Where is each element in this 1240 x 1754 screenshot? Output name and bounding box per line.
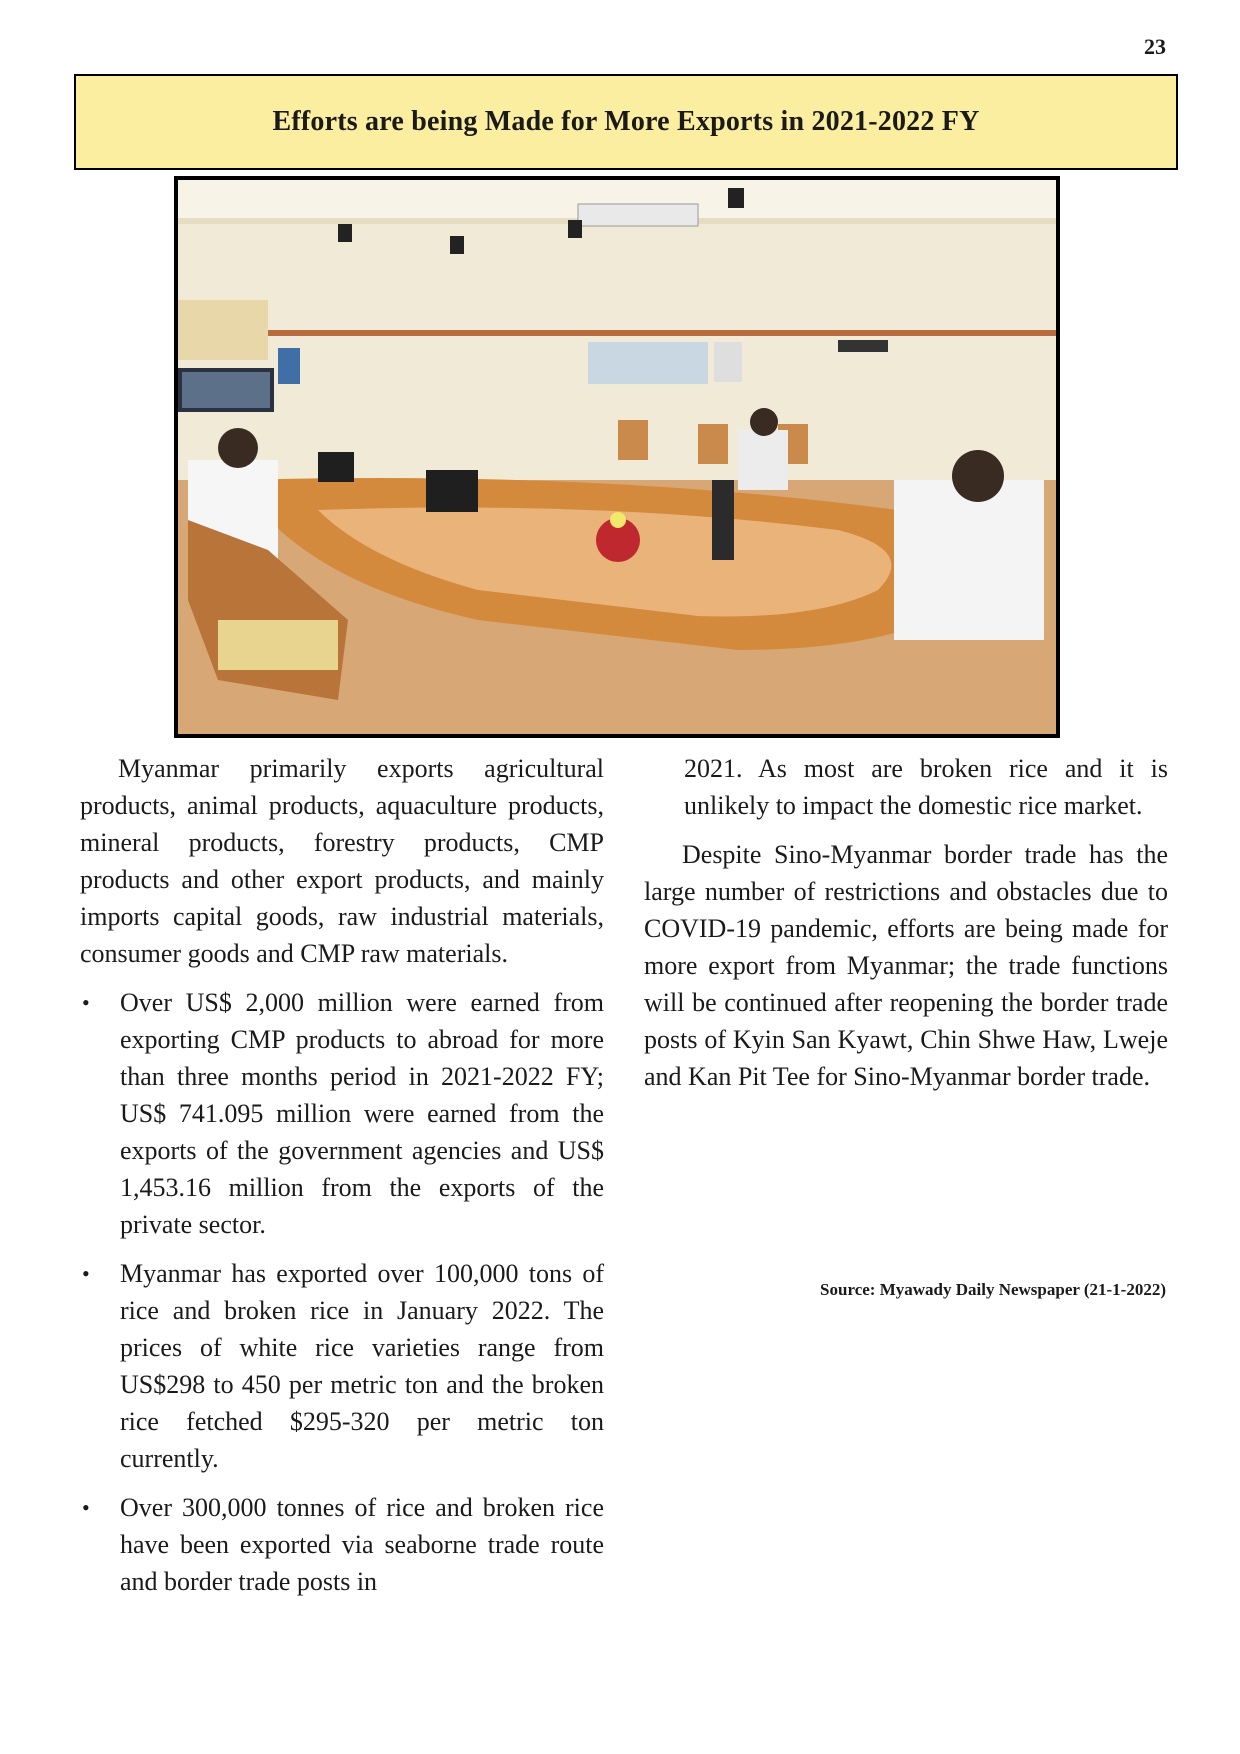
right-column [644,750,1168,1107]
source-citation: Source: Myawady Daily Newspaper (21-1-2022) [820,1280,1166,1299]
bullet-icon: • [82,1261,90,1286]
bullet-list [80,984,604,1600]
bullet-text: Over 300,000 tonnes of rice and broken rice have been exported via seaborne trade route and border trade posts in [120,1493,604,1596]
intro-paragraph: Myanmar primarily exports agricultural products, animal products, aquaculture products, mineral products, forestry products, CMP products and other export products, and mainly imports capital goods, raw industrial materials, consumer goods and CMP raw materials. [80,754,604,968]
photo-illustration [178,180,1056,734]
bullet-item [80,1255,604,1477]
title-banner [74,74,1178,170]
bullet-item [80,1489,604,1600]
bullet-item [80,984,604,1243]
left-column [80,750,604,1612]
bullet-icon: • [82,990,90,1015]
continued-bullet-text: 2021. As most are broken rice and it is unlikely to impact the domestic rice market. [684,754,1168,820]
bullet-icon: • [82,1495,90,1520]
bullet-text: Myanmar has exported over 100,000 tons of rice and broken rice in January 2022. The prices of white rice varieties range from US$298 to 450 per metric ton and the broken rice fetched $295-320 per metric ton currently. [120,1259,604,1473]
meeting-room-photo [174,176,1060,738]
page-number: 23 [1144,34,1166,59]
page-title: Efforts are being Made for More Exports in 2021-2022 FY [272,106,980,137]
bullet-text: Over US$ 2,000 million were earned from exporting CMP products to abroad for more than three months period in 2021-2022 FY; US$ 741.095 million were earned from the exports of the government agencies and US$ 1,453.16 million from the exports of the private sector. [120,988,604,1239]
border-trade-paragraph: Despite Sino-Myanmar border trade has the large number of restrictions and obstacles due to COVID-19 pandemic, efforts are being made for more export from Myanmar; the trade functions will be continued after reopening the border trade posts of Kyin San Kyawt, Chin Shwe Haw, Lweje and Kan Pit Tee for Sino-Myanmar border trade. [644,840,1168,1091]
